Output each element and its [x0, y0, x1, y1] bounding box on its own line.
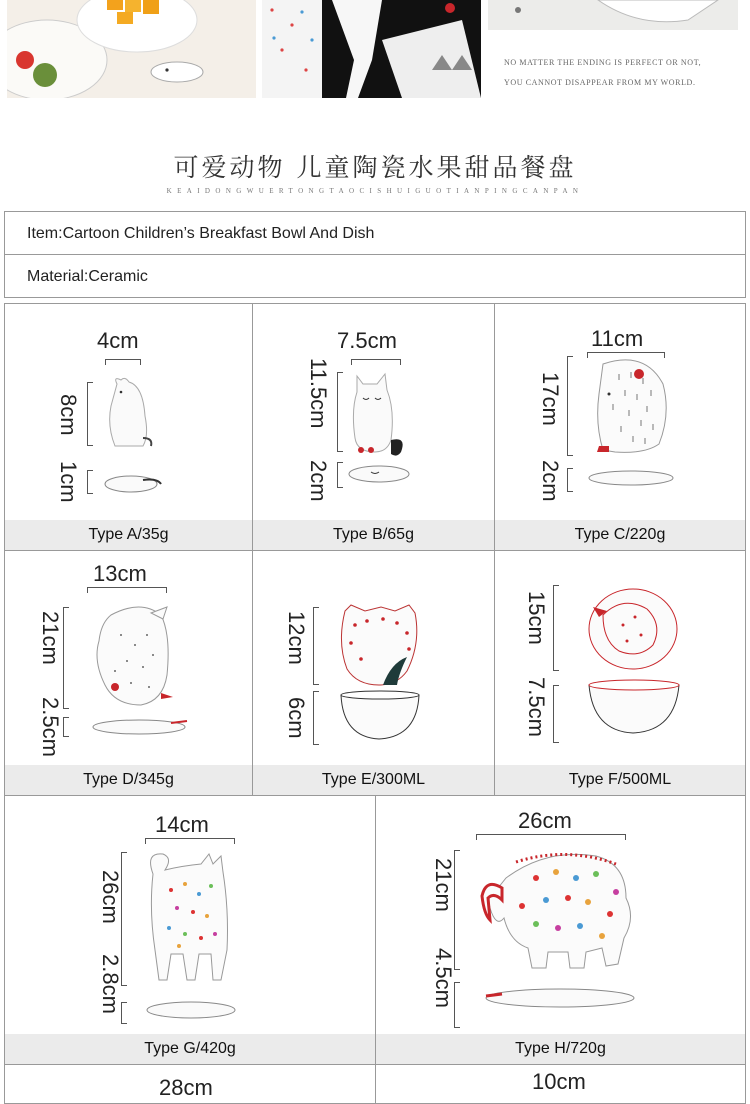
height-label: 21cm: [38, 611, 63, 665]
depth-label: 2.8cm: [98, 954, 123, 1014]
title-pinyin: KEAIDONGWUERTONGTAOCISHUIGUOTIANPINGCANPAN: [166, 187, 584, 195]
material-text: Material:Ceramic: [27, 268, 148, 285]
slogan-line-1: NO MATTER THE ENDING IS PERFECT OR NOT,: [504, 58, 702, 67]
height-bracket: [313, 607, 319, 685]
depth-label: 4.5cm: [431, 948, 456, 1008]
elephant-plate-image: [476, 848, 646, 1018]
depth-bracket: [63, 717, 69, 737]
height-label: 21cm: [431, 858, 456, 912]
product-card-type-e[interactable]: [252, 550, 495, 796]
mouse-plate-image: [103, 376, 163, 496]
product-card-type-c[interactable]: [494, 303, 746, 551]
product-card-type-g[interactable]: [4, 795, 376, 1065]
width-bracket: [145, 838, 235, 844]
product-card-type-h[interactable]: [375, 795, 746, 1065]
depth-label: 2.5cm: [38, 697, 63, 757]
height-bracket: [567, 356, 573, 456]
height-label: 15cm: [524, 591, 549, 645]
width-label: 14cm: [155, 812, 209, 837]
slogan-line-2: YOU CANNOT DISAPPEAR FROM MY WORLD.: [504, 78, 696, 87]
width-label: 11cm: [591, 326, 644, 351]
width-label: 13cm: [93, 561, 147, 586]
height-bracket: [63, 607, 69, 709]
plate-edge-illustration: [488, 0, 738, 30]
height-label: 26cm: [98, 870, 123, 924]
depth-label: 2cm: [306, 460, 331, 502]
product-card-type-b[interactable]: [252, 303, 495, 551]
depth-bracket: [87, 470, 93, 494]
depth-bracket: [454, 982, 460, 1028]
height-bracket: [553, 585, 559, 671]
depth-bracket: [313, 691, 319, 745]
product-label: Type F/500ML: [495, 765, 745, 795]
width-bracket: [105, 359, 141, 365]
cat-plate-image: [347, 370, 409, 490]
width-label: 4cm: [97, 328, 139, 353]
product-label: Type A/35g: [5, 520, 252, 550]
width-bracket: [87, 587, 167, 593]
product-card-type-a[interactable]: [4, 303, 253, 551]
depth-bracket: [553, 685, 559, 743]
product-label: Type H/720g: [376, 1034, 745, 1064]
depth-label: 2cm: [538, 460, 563, 502]
product-card-type-d[interactable]: [4, 550, 253, 796]
product-label: Type D/345g: [5, 765, 252, 795]
width-label: 7.5cm: [337, 328, 397, 353]
width-label: 28cm: [159, 1075, 213, 1100]
height-bracket: [337, 372, 343, 452]
product-photo-cat-plate: [262, 0, 481, 98]
depth-label: 1cm: [56, 461, 81, 503]
depth-label: 6cm: [284, 697, 309, 739]
product-photo-plate-top: [488, 0, 738, 30]
depth-bracket: [337, 462, 343, 488]
page-title: 可爱动物 儿童陶瓷水果甜品餐盘: [173, 153, 577, 182]
fox-bowl-image: [583, 585, 693, 745]
fruit-bowl-illustration: [7, 0, 256, 98]
height-label: 8cm: [56, 394, 81, 436]
depth-bracket: [121, 1002, 127, 1024]
width-label: 10cm: [532, 1069, 586, 1094]
material-row: [4, 255, 746, 298]
product-label: Type G/420g: [5, 1034, 375, 1064]
product-card-type-j[interactable]: [375, 1064, 746, 1104]
cat-bowl-image: [337, 603, 427, 753]
product-label: Type E/300ML: [253, 765, 494, 795]
tall-cat-plate-image: [141, 850, 241, 1030]
height-label: 17cm: [538, 372, 563, 426]
depth-bracket: [567, 468, 573, 492]
height-bracket: [87, 382, 93, 446]
width-label: 26cm: [518, 808, 572, 833]
product-label: Type B/65g: [253, 520, 494, 550]
height-label: 11.5cm: [306, 358, 331, 429]
product-photo-fruit-bowl: [7, 0, 256, 98]
product-card-type-i[interactable]: [4, 1064, 376, 1104]
height-label: 12cm: [284, 611, 309, 665]
product-card-type-f[interactable]: [494, 550, 746, 796]
product-label: Type C/220g: [495, 520, 745, 550]
item-text: Item:Cartoon Children’s Breakfast Bowl And Dish: [27, 225, 375, 242]
cat-plate-illustration: [262, 0, 481, 98]
depth-label: 7.5cm: [524, 677, 549, 737]
item-row: [4, 211, 746, 255]
bird-plate-image: [91, 605, 191, 745]
width-bracket: [351, 359, 401, 365]
width-bracket: [476, 834, 626, 840]
hedgehog-plate-image: [585, 354, 675, 494]
